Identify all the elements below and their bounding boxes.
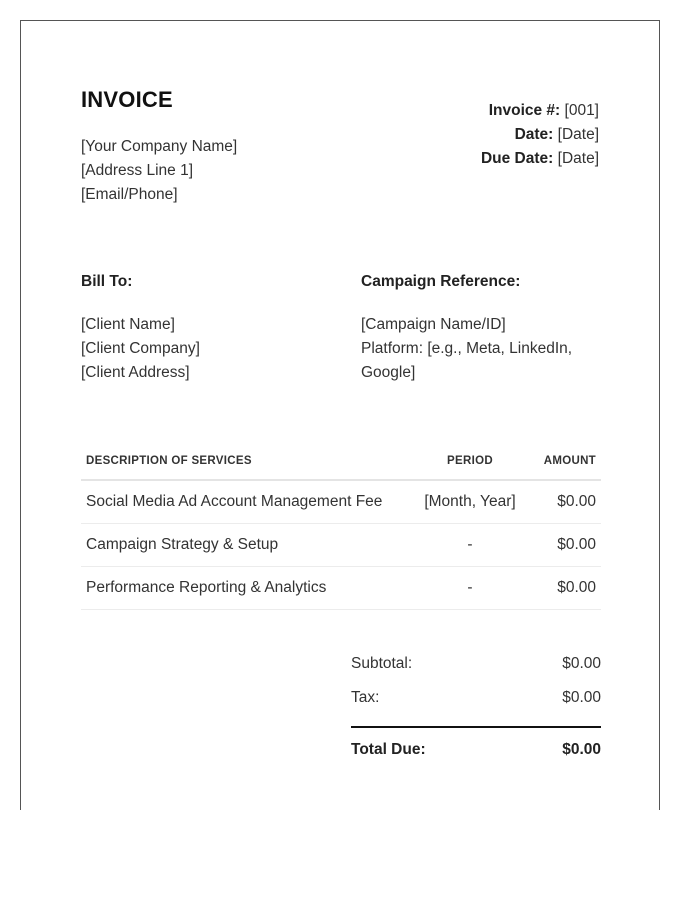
invoice-date-value: [Date] (557, 126, 599, 143)
row-amount: $0.00 (557, 493, 596, 510)
header-period: PERIOD (447, 455, 493, 467)
totals-block (351, 647, 601, 772)
invoice-number-value: [001] (564, 102, 599, 119)
subtotal-row (351, 647, 601, 681)
row-amount: $0.00 (557, 579, 596, 596)
due-date-row (481, 147, 599, 171)
row-description: Social Media Ad Account Management Fee (86, 493, 383, 510)
company-name: [Your Company Name] (81, 138, 238, 155)
tax-row (351, 681, 601, 715)
row-period: - (467, 579, 473, 596)
header-amount: AMOUNT (543, 455, 596, 467)
tax-label: Tax: (351, 689, 380, 706)
row-amount: $0.00 (557, 536, 596, 553)
table-row (81, 524, 601, 567)
bill-to-heading: Bill To: (81, 273, 133, 290)
campaign-name: [Campaign Name/ID] (361, 316, 506, 333)
invoice-meta (481, 99, 599, 171)
due-date-label: Due Date: (480, 150, 554, 167)
campaign-reference-heading: Campaign Reference: (361, 273, 521, 290)
invoice-number-label: Invoice #: (488, 102, 561, 119)
company-info (81, 135, 237, 207)
company-address: [Address Line 1] (81, 162, 194, 179)
subtotal-label: Subtotal: (351, 655, 413, 672)
invoice-page (20, 20, 660, 810)
row-description: Campaign Strategy & Setup (86, 536, 279, 553)
invoice-date-row (481, 123, 599, 147)
client-name: [Client Name] (81, 316, 175, 333)
table-row (81, 567, 601, 610)
header-description: DESCRIPTION OF SERVICES (86, 455, 252, 467)
total-due-value: $0.00 (562, 741, 601, 758)
services-table-header (81, 443, 601, 481)
subtotal-value: $0.00 (562, 655, 601, 672)
company-contact: [Email/Phone] (81, 186, 178, 203)
total-due-row (351, 728, 601, 772)
invoice-number-row (481, 99, 599, 123)
invoice-date-label: Date: (514, 126, 554, 143)
bill-to-block (81, 313, 200, 385)
client-company: [Client Company] (81, 340, 200, 357)
due-date-value: [Date] (557, 150, 599, 167)
total-due-label: Total Due: (351, 741, 426, 758)
row-period: [Month, Year] (424, 493, 516, 510)
row-description: Performance Reporting & Analytics (86, 579, 327, 596)
invoice-title: INVOICE (81, 87, 173, 112)
campaign-platform: Platform: [e.g., Meta, LinkedIn, Google] (361, 340, 573, 381)
row-period: - (467, 536, 473, 553)
table-row (81, 481, 601, 524)
services-table (81, 443, 601, 610)
campaign-block (361, 313, 601, 385)
tax-value: $0.00 (562, 689, 601, 706)
client-address: [Client Address] (81, 364, 190, 381)
